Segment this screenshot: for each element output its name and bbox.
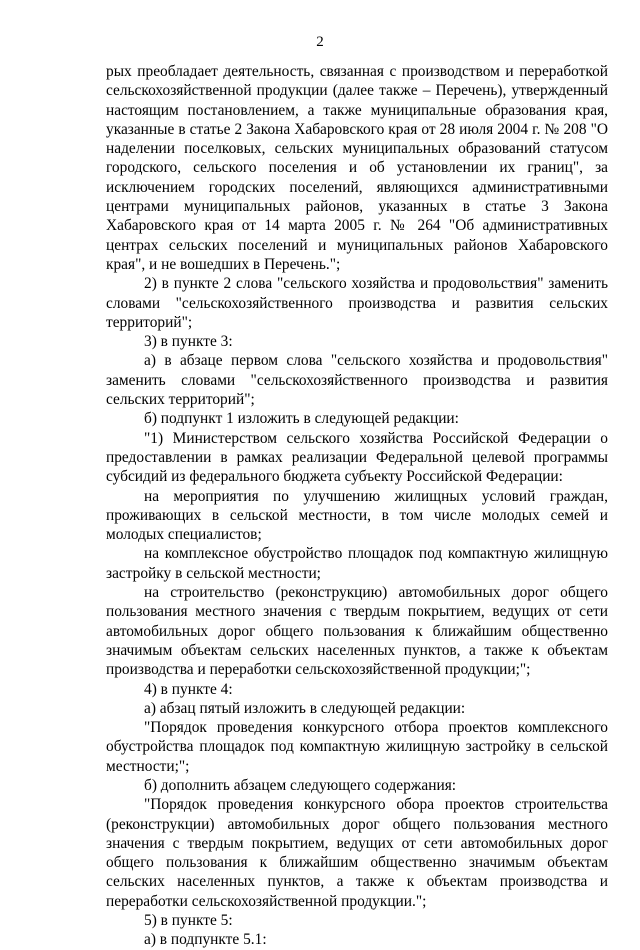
paragraph-item-4a: а) абзац пятый изложить в следующей редакции: <box>144 699 466 717</box>
paragraph-item-2: 2) в пункте 2 слова "сельского хозяйства и продовольствия" заменить словами "сельскохозяйственного производства и развития сельских территорий"; <box>106 275 608 331</box>
page-number: 2 <box>316 34 324 50</box>
paragraph-item-5a: а) в подпункте 5.1: <box>144 931 267 949</box>
paragraph-item-4: 4) в пункте 4: <box>144 680 233 698</box>
paragraph-item-3: 3) в пункте 3: <box>144 333 233 351</box>
paragraph-item-4b: б) дополнить абзацем следующего содержания: <box>144 776 457 794</box>
paragraph-item-5: 5) в пункте 5: <box>144 912 233 930</box>
paragraph-subitem-1: "1) Министерством сельского хозяйства Российской Федерации о предоставлении в рамках реализации Федеральной целевой программы субсидий из федерального бюджета субъекту Российской Федерации: <box>106 429 608 486</box>
paragraph-item-3b: б) подпункт 1 изложить в следующей редакции: <box>144 410 459 428</box>
paragraph-quote-sites: "Порядок проведения конкурсного отбора проектов комплексного обустройства площадок под компактную жилищную застройку в сельской местности;"; <box>106 719 608 775</box>
paragraph-sites: на комплексное обустройство площадок под компактную жилищную застройку в сельской местности; <box>106 545 608 582</box>
paragraph-housing: на мероприятия по улучшению жилищных условий граждан, проживающих в сельской местности, в том числе молодых семей и молодых специалистов; <box>106 487 608 544</box>
paragraph-continuation: рых преобладает деятельность, связанная с производством и переработкой сельскохозяйственной продукции (далее также – Перечень), утвержденный настоящим постановлением, а также муниципальные образования края, указанные в статье 2 Закона Хабаровского края от 28 июля 2004 г. № 208 "О наделении поселковых, сельских муниципальных образований статусом городского, сельского поселения и об установлении их границ", за исключением городских поселений, являющихся административными центрами муниципальных районов, указанных в статье 3 Закона Хабаровского края от 14 марта 2005 г. № 264 "Об административных центрах сельских поселений и муниципальных районов Хабаровского края", и не вошедших в Перечень."; <box>106 63 608 273</box>
paragraph-quote-roads: "Порядок проведения конкурсного обора проектов строительства (реконструкции) автомобильных дорог общего пользования местного значения с твердым покрытием, ведущих от сети автомобильных дорог общего пользования к ближайшим общественно значимым объектам сельских населенных пунктов, а также к объектам производства и переработки сельскохозяйственной продукции."; <box>106 796 608 910</box>
paragraph-roads: на строительство (реконструкцию) автомобильных дорог общего пользования местного значения с твердым покрытием, ведущих от сети автомобильных дорог общего пользования к ближайшим общественно значимым объектам сельских населенных пунктов, а также к объектам производства и переработки сельскохозяйственной продукции;"; <box>106 584 608 679</box>
paragraph-item-3a: а) в абзаце первом слова "сельского хозяйства и продовольствия" заменить словами "сельскохозяйственного производства и развития сельских территорий"; <box>106 352 608 409</box>
document-body <box>106 62 608 950</box>
